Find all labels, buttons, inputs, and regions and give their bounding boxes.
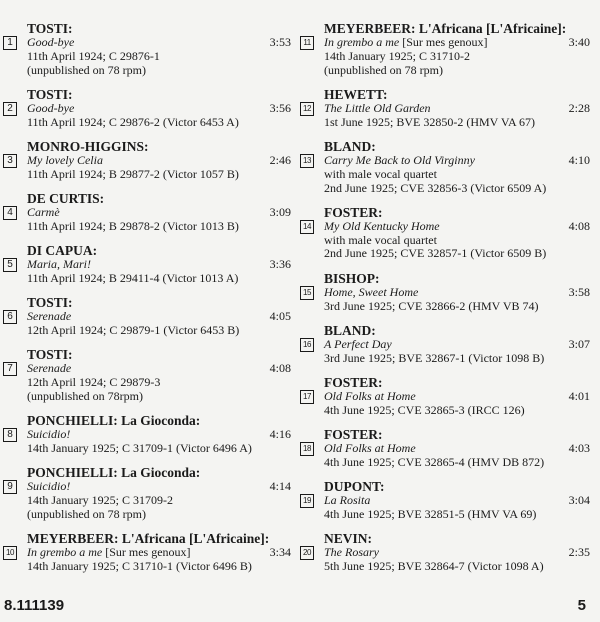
track-title: La Rosita (324, 493, 371, 508)
track-entry (3, 139, 291, 182)
track-entry (300, 205, 590, 261)
track-title-row (324, 390, 590, 404)
track-duration: 4:08 (269, 361, 291, 376)
track-title: The Rosary (324, 545, 379, 560)
track-title: Serenade (27, 361, 72, 376)
track-title: Home, Sweet Home (324, 284, 419, 299)
track-title-row (27, 362, 291, 376)
track-title-row (27, 310, 291, 324)
track-entry (300, 271, 590, 314)
track-entry (300, 139, 590, 195)
track-composer: PONCHIELLI: La Gioconda: (27, 465, 201, 481)
track-recording-info: 1st June 1925; BVE 32850-2 (HMV VA 67) (324, 114, 536, 129)
track-title-row (324, 442, 590, 456)
track-recording-info: 14th January 1925; C 31710-2 (324, 48, 470, 63)
track-title-row (27, 102, 291, 116)
track-duration: 4:16 (269, 427, 291, 442)
track-number-box: 11 (300, 36, 314, 50)
track-entry (300, 427, 590, 470)
track-number-box: 19 (300, 494, 314, 508)
track-recording-info: with male vocal quartet (324, 166, 437, 181)
track-composer: BLAND: (324, 138, 376, 154)
track-title: Suicidio! (27, 479, 71, 494)
track-title-row (324, 220, 590, 234)
track-number-box: 8 (3, 428, 17, 442)
track-duration: 3:04 (568, 493, 590, 508)
track-recording-info: 2nd June 1925; CVE 32856-3 (Victor 6509 A) (324, 180, 547, 195)
track-title-row (27, 428, 291, 442)
track-duration: 2:46 (269, 152, 291, 167)
track-composer: BISHOP: (324, 270, 380, 286)
track-title-row (324, 338, 590, 352)
track-title: Good-bye (27, 100, 75, 115)
track-title: Old Folks at Home (324, 441, 416, 456)
track-composer: TOSTI: (27, 347, 73, 363)
track-title: In grembo a me (27, 545, 103, 560)
track-entry (3, 465, 291, 521)
track-recording-info: 11th April 1924; B 29878-2 (Victor 1013 B) (27, 218, 239, 233)
track-number-box: 7 (3, 362, 17, 376)
track-entry (3, 191, 291, 234)
track-composer: BLAND: (324, 322, 376, 338)
track-recording-info: (unpublished on 78 rpm) (324, 62, 443, 77)
track-duration: 2:35 (568, 545, 590, 560)
track-entry (300, 531, 590, 574)
track-composer: MEYERBEER: L'Africana [L'Africaine]: (324, 21, 567, 36)
track-title-row (27, 480, 291, 494)
track-recording-info: 14th January 1925; C 31709-2 (27, 493, 173, 508)
track-title: Good-bye (27, 35, 75, 49)
track-title-row (27, 36, 291, 50)
track-recording-info: 14th January 1925; C 31709-1 (Victor 6496 A) (27, 441, 252, 456)
track-number-box: 18 (300, 442, 314, 456)
track-number-box: 12 (300, 102, 314, 116)
track-number-box: 20 (300, 546, 314, 560)
track-number-box: 3 (3, 154, 17, 168)
track-composer: TOSTI: (27, 21, 73, 36)
track-recording-info: 12th April 1924; C 29879-3 (27, 375, 161, 390)
track-entry (3, 87, 291, 130)
track-composer: DUPONT: (324, 479, 385, 495)
track-composer: MEYERBEER: L'Africana [L'Africaine]: (27, 531, 270, 547)
track-recording-info: 14th January 1925; C 31710-1 (Victor 6496 B) (27, 559, 252, 574)
track-number-box: 9 (3, 480, 17, 494)
track-composer: TOSTI: (27, 86, 73, 102)
track-title: My lovely Celia (27, 152, 103, 167)
track-composer: DE CURTIS: (27, 191, 105, 207)
track-number-box: 5 (3, 258, 17, 272)
track-title-row (324, 154, 590, 168)
track-recording-info: with male vocal quartet (324, 232, 437, 247)
track-recording-info: 4th June 1925; CVE 32865-3 (IRCC 126) (324, 402, 525, 417)
track-number-box: 13 (300, 154, 314, 168)
track-title-row (27, 258, 291, 272)
track-title: Carmè (27, 205, 60, 220)
track-recording-info: 11th April 1924; B 29877-2 (Victor 1057 B) (27, 166, 239, 181)
track-entry (300, 375, 590, 418)
track-duration: 4:03 (568, 441, 590, 456)
track-composer: FOSTER: (324, 427, 383, 443)
track-recording-info: 11th April 1924; C 29876-1 (27, 48, 160, 63)
track-duration: 3:09 (269, 205, 291, 220)
track-entry (3, 531, 291, 574)
track-duration: 3:53 (269, 35, 291, 49)
track-title-row (324, 494, 590, 508)
track-title: The Little Old Garden (324, 100, 431, 115)
track-composer: PONCHIELLI: La Gioconda: (27, 413, 201, 429)
track-composer: FOSTER: (324, 374, 383, 390)
track-title-row (27, 154, 291, 168)
track-recording-info: (unpublished on 78rpm) (27, 388, 143, 403)
track-recording-info: 4th June 1925; BVE 32851-5 (HMV VA 69) (324, 506, 537, 521)
track-title: Suicidio! (27, 427, 71, 442)
track-title-row (27, 546, 291, 560)
track-entry (3, 295, 291, 338)
track-duration: 4:14 (269, 479, 291, 494)
track-composer: DI CAPUA: (27, 243, 98, 259)
track-recording-info: 11th April 1924; B 29411-4 (Victor 1013 A) (27, 270, 239, 285)
track-duration: 3:56 (269, 100, 291, 115)
track-entry (300, 479, 590, 522)
track-list-right (300, 21, 590, 583)
track-recording-info: 3rd June 1925; BVE 32867-1 (Victor 1098 B) (324, 350, 545, 365)
track-composer: MONRO-HIGGINS: (27, 138, 149, 154)
track-recording-info: (unpublished on 78 rpm) (27, 506, 146, 521)
track-duration: 4:08 (568, 218, 590, 233)
catalog-number: 8.111139 (4, 597, 65, 614)
track-duration: 4:10 (568, 152, 590, 167)
track-composer: TOSTI: (27, 295, 73, 311)
track-duration: 3:07 (568, 336, 590, 351)
track-number-box: 10 (3, 546, 17, 560)
track-duration: 3:36 (269, 257, 291, 272)
track-duration: 4:01 (568, 388, 590, 403)
track-title-row (324, 286, 590, 300)
track-number-box: 17 (300, 390, 314, 404)
track-title: Carry Me Back to Old Virginny (324, 152, 475, 167)
track-title: A Perfect Day (324, 336, 392, 351)
track-number-box: 2 (3, 102, 17, 116)
track-title: Old Folks at Home (324, 388, 416, 403)
track-number-box: 4 (3, 206, 17, 220)
track-recording-info: 5th June 1925; BVE 32864-7 (Victor 1098 A) (324, 559, 544, 574)
track-title-row (324, 546, 590, 560)
track-duration: 3:34 (269, 545, 291, 560)
track-entry (300, 323, 590, 366)
track-title-row (324, 36, 590, 50)
track-title-translation: [Sur mes genoux] (399, 35, 488, 49)
track-entry (300, 21, 590, 77)
track-number-box: 16 (300, 338, 314, 352)
track-entry (3, 347, 291, 403)
track-duration: 3:58 (568, 284, 590, 299)
track-recording-info: 11th April 1924; C 29876-2 (Victor 6453 A) (27, 114, 239, 129)
track-duration: 4:05 (269, 309, 291, 324)
track-entry (3, 243, 291, 286)
track-duration: 3:40 (568, 35, 590, 49)
track-composer: NEVIN: (324, 531, 373, 547)
track-recording-info: (unpublished on 78 rpm) (27, 62, 146, 77)
track-composer: FOSTER: (324, 204, 383, 220)
track-title-row (324, 102, 590, 116)
track-entry (3, 21, 291, 77)
track-entry (300, 87, 590, 130)
track-duration: 2:28 (568, 100, 590, 115)
track-list-left (3, 21, 291, 583)
track-title: Serenade (27, 309, 72, 324)
track-recording-info: 12th April 1924; C 29879-1 (Victor 6453 B) (27, 323, 240, 338)
track-recording-info: 2nd June 1925; CVE 32857-1 (Victor 6509 B) (324, 246, 547, 261)
track-title-row (27, 206, 291, 220)
track-recording-info: 3rd June 1925; CVE 32866-2 (HMV VB 74) (324, 298, 539, 313)
page-number: 5 (577, 597, 586, 614)
track-entry (3, 413, 291, 456)
track-number-box: 14 (300, 220, 314, 234)
track-title: Maria, Mari! (27, 257, 91, 272)
track-composer: HEWETT: (324, 86, 388, 102)
track-number-box: 1 (3, 36, 17, 50)
track-number-box: 6 (3, 310, 17, 324)
track-title: In grembo a me (324, 35, 400, 49)
track-title: My Old Kentucky Home (324, 218, 440, 233)
track-number-box: 15 (300, 286, 314, 300)
track-title-translation: [Sur mes genoux] (102, 545, 191, 560)
track-recording-info: 4th June 1925; CVE 32865-4 (HMV DB 872) (324, 454, 545, 469)
